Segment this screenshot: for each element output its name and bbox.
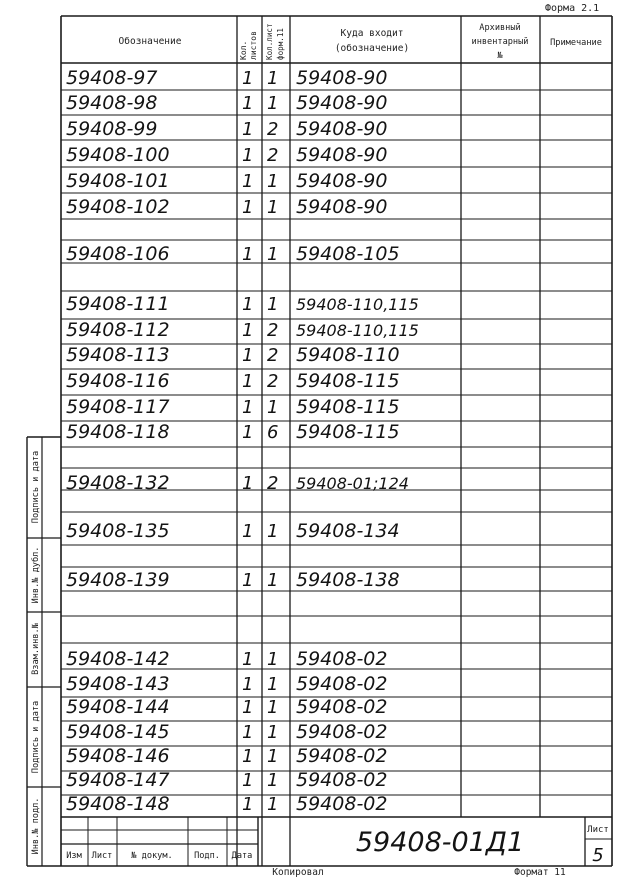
row-where-used: 59408-110,115	[296, 295, 419, 314]
row-sheets: 1	[242, 746, 254, 767]
row-designation: 59408-143	[66, 673, 170, 695]
document-number: 59408-01Д1	[355, 827, 525, 858]
row-where-used: 59408-90	[296, 67, 388, 89]
row-designation: 59408-99	[66, 118, 158, 140]
row-sheets: 1	[242, 345, 254, 366]
row-sheets: 1	[242, 68, 254, 89]
row-where-used: 59408-134	[296, 520, 400, 542]
header-kol-listov	[239, 31, 258, 60]
side-label-inv-dubl: Инв.№ дубл.	[31, 546, 41, 604]
header-note: Примечание	[550, 38, 602, 48]
header-archive-2: инвентарный	[471, 37, 529, 47]
row-sheets: 1	[242, 570, 254, 591]
row-sheets-form11: 2	[267, 371, 279, 392]
side-label-signature-date-1: Подпись и дата	[31, 450, 41, 524]
svg-text:Кол.лист: Кол.лист	[265, 23, 274, 60]
row-where-used: 59408-115	[296, 421, 400, 443]
side-label-vzam-inv: Взам.инв.№	[31, 623, 41, 675]
row-sheets-form11: 1	[267, 68, 279, 89]
row-sheets: 1	[242, 521, 254, 542]
row-sheets: 1	[242, 93, 254, 114]
row-where-used: 59408-90	[296, 196, 388, 218]
row-sheets-form11: 1	[267, 649, 279, 670]
row-designation: 59408-100	[66, 144, 170, 166]
row-where-used: 59408-02	[296, 745, 388, 767]
tb-col-date: Дата	[231, 851, 253, 861]
row-designation: 59408-116	[66, 370, 170, 392]
row-sheets-form11: 6	[267, 422, 279, 443]
row-sheets-form11: 1	[267, 197, 279, 218]
row-designation: 59408-142	[66, 648, 170, 670]
row-designation: 59408-112	[66, 319, 170, 341]
row-designation: 59408-98	[66, 92, 158, 114]
row-sheets-form11: 2	[267, 320, 279, 341]
row-designation: 59408-102	[66, 196, 170, 218]
side-label-inv-podl: Инв.№ подл.	[31, 797, 41, 855]
row-sheets: 1	[242, 371, 254, 392]
row-sheets: 1	[242, 320, 254, 341]
row-sheets-form11: 1	[267, 697, 279, 718]
row-sheets: 1	[242, 674, 254, 695]
row-where-used: 59408-90	[296, 144, 388, 166]
row-sheets: 1	[242, 145, 254, 166]
row-where-used: 59408-02	[296, 696, 388, 718]
row-designation: 59408-117	[66, 396, 170, 418]
sheet-number: 5	[592, 845, 604, 866]
row-sheets-form11: 2	[267, 345, 279, 366]
row-where-used: 59408-02	[296, 793, 388, 815]
header-designation: Обозначение	[118, 36, 182, 47]
row-sheets-form11: 1	[267, 171, 279, 192]
tb-col-izm: Изм	[66, 851, 82, 861]
header-where-used: Куда входит	[340, 28, 404, 39]
row-sheets-form11: 1	[267, 521, 279, 542]
row-sheets-form11: 2	[267, 145, 279, 166]
row-sheets: 1	[242, 473, 254, 494]
row-where-used: 59408-110	[296, 344, 400, 366]
row-sheets: 1	[242, 244, 254, 265]
row-sheets: 1	[242, 397, 254, 418]
row-where-used: 59408-115	[296, 396, 400, 418]
row-sheets-form11: 1	[267, 794, 279, 815]
row-where-used: 59408-90	[296, 92, 388, 114]
row-sheets-form11: 1	[267, 770, 279, 791]
row-designation: 59408-144	[66, 696, 170, 718]
row-sheets-form11: 2	[267, 473, 279, 494]
side-label-signature-date-2: Подпись и дата	[31, 700, 41, 774]
row-sheets: 1	[242, 294, 254, 315]
row-designation: 59408-147	[66, 769, 170, 791]
row-where-used: 59408-02	[296, 673, 388, 695]
row-sheets: 1	[242, 794, 254, 815]
svg-text:листов: листов	[249, 31, 258, 60]
form-label: Форма 2.1	[545, 3, 600, 14]
header-archive-3: №	[497, 51, 503, 61]
header-where-used-sub: (обозначение)	[334, 43, 410, 54]
row-where-used: 59408-02	[296, 648, 388, 670]
svg-text:Кол.: Кол.	[239, 40, 248, 60]
row-sheets: 1	[242, 119, 254, 140]
row-designation: 59408-146	[66, 745, 170, 767]
row-where-used: 59408-90	[296, 170, 388, 192]
row-sheets-form11: 1	[267, 570, 279, 591]
row-sheets: 1	[242, 770, 254, 791]
row-designation: 59408-135	[66, 520, 170, 542]
row-sheets: 1	[242, 422, 254, 443]
rows	[66, 67, 419, 815]
row-sheets: 1	[242, 197, 254, 218]
row-sheets-form11: 1	[267, 397, 279, 418]
tb-col-doc: № докум.	[131, 851, 173, 861]
row-sheets: 1	[242, 697, 254, 718]
header-kol-list-form11	[265, 23, 285, 60]
row-sheets-form11: 1	[267, 674, 279, 695]
row-where-used: 59408-115	[296, 370, 400, 392]
row-sheets-form11: 2	[267, 119, 279, 140]
row-where-used: 59408-01;124	[296, 474, 409, 493]
tb-col-list: Лист	[91, 851, 113, 861]
row-sheets-form11: 1	[267, 93, 279, 114]
header-archive-1: Архивный	[479, 23, 521, 33]
row-where-used: 59408-90	[296, 118, 388, 140]
row-sheets-form11: 1	[267, 294, 279, 315]
svg-text:форм.11: форм.11	[276, 27, 285, 60]
row-designation: 59408-101	[66, 170, 170, 192]
row-where-used: 59408-02	[296, 769, 388, 791]
footer-format: Формат 11	[514, 867, 566, 878]
row-sheets: 1	[242, 722, 254, 743]
row-sheets-form11: 1	[267, 722, 279, 743]
row-designation: 59408-106	[66, 243, 170, 265]
row-where-used: 59408-105	[296, 243, 400, 265]
row-where-used: 59408-138	[296, 569, 400, 591]
row-designation: 59408-111	[66, 293, 170, 315]
row-designation: 59408-132	[66, 472, 170, 494]
row-designation: 59408-145	[66, 721, 170, 743]
row-where-used: 59408-110,115	[296, 321, 419, 340]
sheet-label: Лист	[587, 825, 609, 835]
row-sheets: 1	[242, 171, 254, 192]
row-designation: 59408-139	[66, 569, 170, 591]
tb-col-sign: Подп.	[194, 851, 220, 861]
row-designation: 59408-118	[66, 421, 170, 443]
row-sheets: 1	[242, 649, 254, 670]
row-sheets-form11: 1	[267, 746, 279, 767]
row-designation: 59408-148	[66, 793, 170, 815]
row-sheets-form11: 1	[267, 244, 279, 265]
row-where-used: 59408-02	[296, 721, 388, 743]
row-designation: 59408-113	[66, 344, 170, 366]
footer-copied: Копировал	[272, 867, 324, 878]
row-designation: 59408-97	[66, 67, 158, 89]
